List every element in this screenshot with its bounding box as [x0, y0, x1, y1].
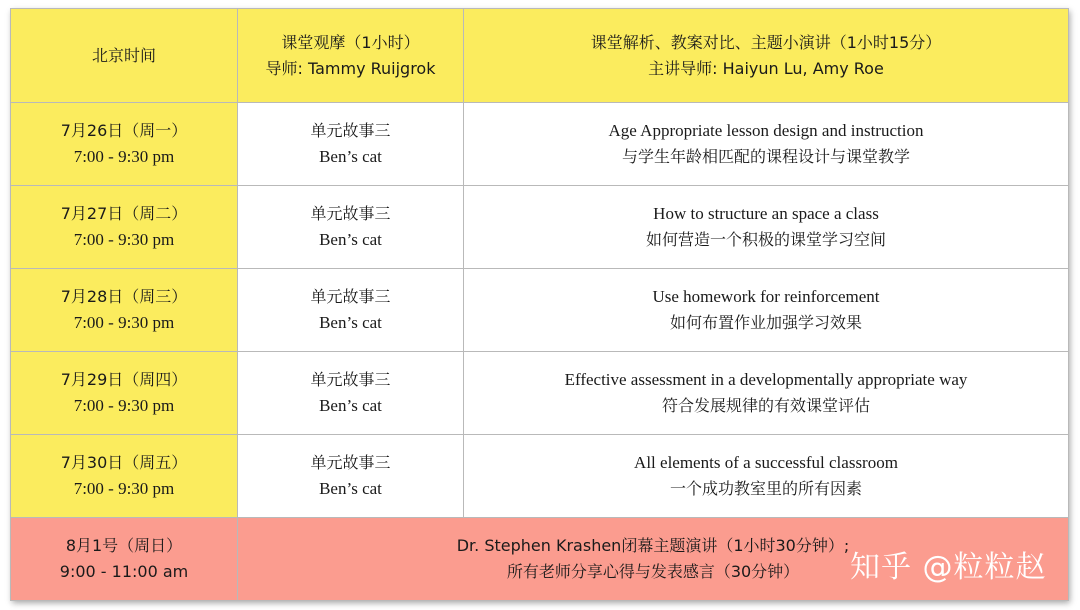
- table-row: [11, 435, 1069, 518]
- topic-chinese: 符合发展规律的有效课堂评估: [661, 396, 870, 415]
- header-analysis-title: 课堂解析、教案对比、主题小演讲（1小时15分）: [590, 32, 942, 52]
- date-cell: [11, 352, 238, 435]
- topic-cell: [464, 103, 1069, 186]
- topic-chinese: 一个成功教室里的所有因素: [669, 479, 862, 498]
- table-row: [11, 352, 1069, 435]
- session-time: 7:00 - 9:30 pm: [73, 230, 175, 249]
- topic-chinese: 与学生年龄相匹配的课程设计与课堂教学: [621, 147, 910, 166]
- date-cell: [11, 186, 238, 269]
- session-date: 7月29日（周四）: [60, 370, 188, 389]
- schedule-frame: [10, 8, 1068, 600]
- header-observe-cell: [238, 9, 464, 103]
- watermark-text: 知乎 @粒粒赵: [850, 550, 1047, 585]
- closing-keynote: Dr. Stephen Krashen闭幕主题演讲（1小时30分钟）;: [456, 536, 850, 555]
- header-time-cell: [11, 9, 238, 103]
- table-row: [11, 269, 1069, 352]
- unit-label: 单元故事三: [310, 287, 391, 306]
- unit-label: 单元故事三: [310, 204, 391, 223]
- topic-chinese: 如何营造一个积极的课堂学习空间: [645, 230, 886, 249]
- session-date: 7月26日（周一）: [60, 121, 188, 140]
- topic-chinese: 如何布置作业加强学习效果: [669, 313, 862, 332]
- topic-cell: [464, 352, 1069, 435]
- unit-cell: [238, 186, 464, 269]
- date-cell: [11, 435, 238, 518]
- session-time: 7:00 - 9:30 pm: [73, 479, 175, 498]
- session-time: 7:00 - 9:30 pm: [73, 396, 175, 415]
- unit-cell: [238, 435, 464, 518]
- topic-english: All elements of a successful classroom: [634, 453, 898, 472]
- topic-cell: [464, 186, 1069, 269]
- closing-sharing: 所有老师分享心得与发表感言（30分钟）: [506, 562, 800, 581]
- session-time: 7:00 - 9:30 pm: [73, 147, 175, 166]
- closing-date: 8月1号（周日）: [65, 536, 183, 555]
- closing-time: 9:00 - 11:00 am: [59, 562, 189, 581]
- session-date: 7月27日（周二）: [60, 204, 188, 223]
- unit-label: 单元故事三: [310, 453, 391, 472]
- header-row: [11, 9, 1069, 103]
- header-analysis-cell: [464, 9, 1069, 103]
- unit-label: 单元故事三: [310, 121, 391, 140]
- unit-cell: [238, 269, 464, 352]
- topic-cell: [464, 435, 1069, 518]
- unit-label: 单元故事三: [310, 370, 391, 389]
- closing-date-cell: [11, 518, 238, 601]
- header-time-label: 北京时间: [91, 45, 156, 65]
- schedule-table: [10, 8, 1069, 601]
- story-title: Ben’s cat: [319, 147, 382, 166]
- topic-english: Use homework for reinforcement: [652, 287, 880, 306]
- header-analysis-mentor: 主讲导师: Haiyun Lu, Amy Roe: [648, 58, 884, 78]
- table-row: [11, 186, 1069, 269]
- topic-english: How to structure an space a class: [653, 204, 879, 223]
- unit-cell: [238, 352, 464, 435]
- topic-english: Age Appropriate lesson design and instruction: [608, 121, 924, 140]
- session-time: 7:00 - 9:30 pm: [73, 313, 175, 332]
- unit-cell: [238, 103, 464, 186]
- story-title: Ben’s cat: [319, 396, 382, 415]
- table-row: [11, 103, 1069, 186]
- date-cell: [11, 103, 238, 186]
- header-observe-title: 课堂观摩（1小时）: [281, 32, 420, 52]
- topic-english: Effective assessment in a developmentally appropriate way: [564, 370, 968, 389]
- date-cell: [11, 269, 238, 352]
- story-title: Ben’s cat: [319, 230, 382, 249]
- story-title: Ben’s cat: [319, 479, 382, 498]
- session-date: 7月30日（周五）: [60, 453, 188, 472]
- header-observe-mentor: 导师: Tammy Ruijgrok: [265, 58, 436, 78]
- session-date: 7月28日（周三）: [60, 287, 188, 306]
- story-title: Ben’s cat: [319, 313, 382, 332]
- topic-cell: [464, 269, 1069, 352]
